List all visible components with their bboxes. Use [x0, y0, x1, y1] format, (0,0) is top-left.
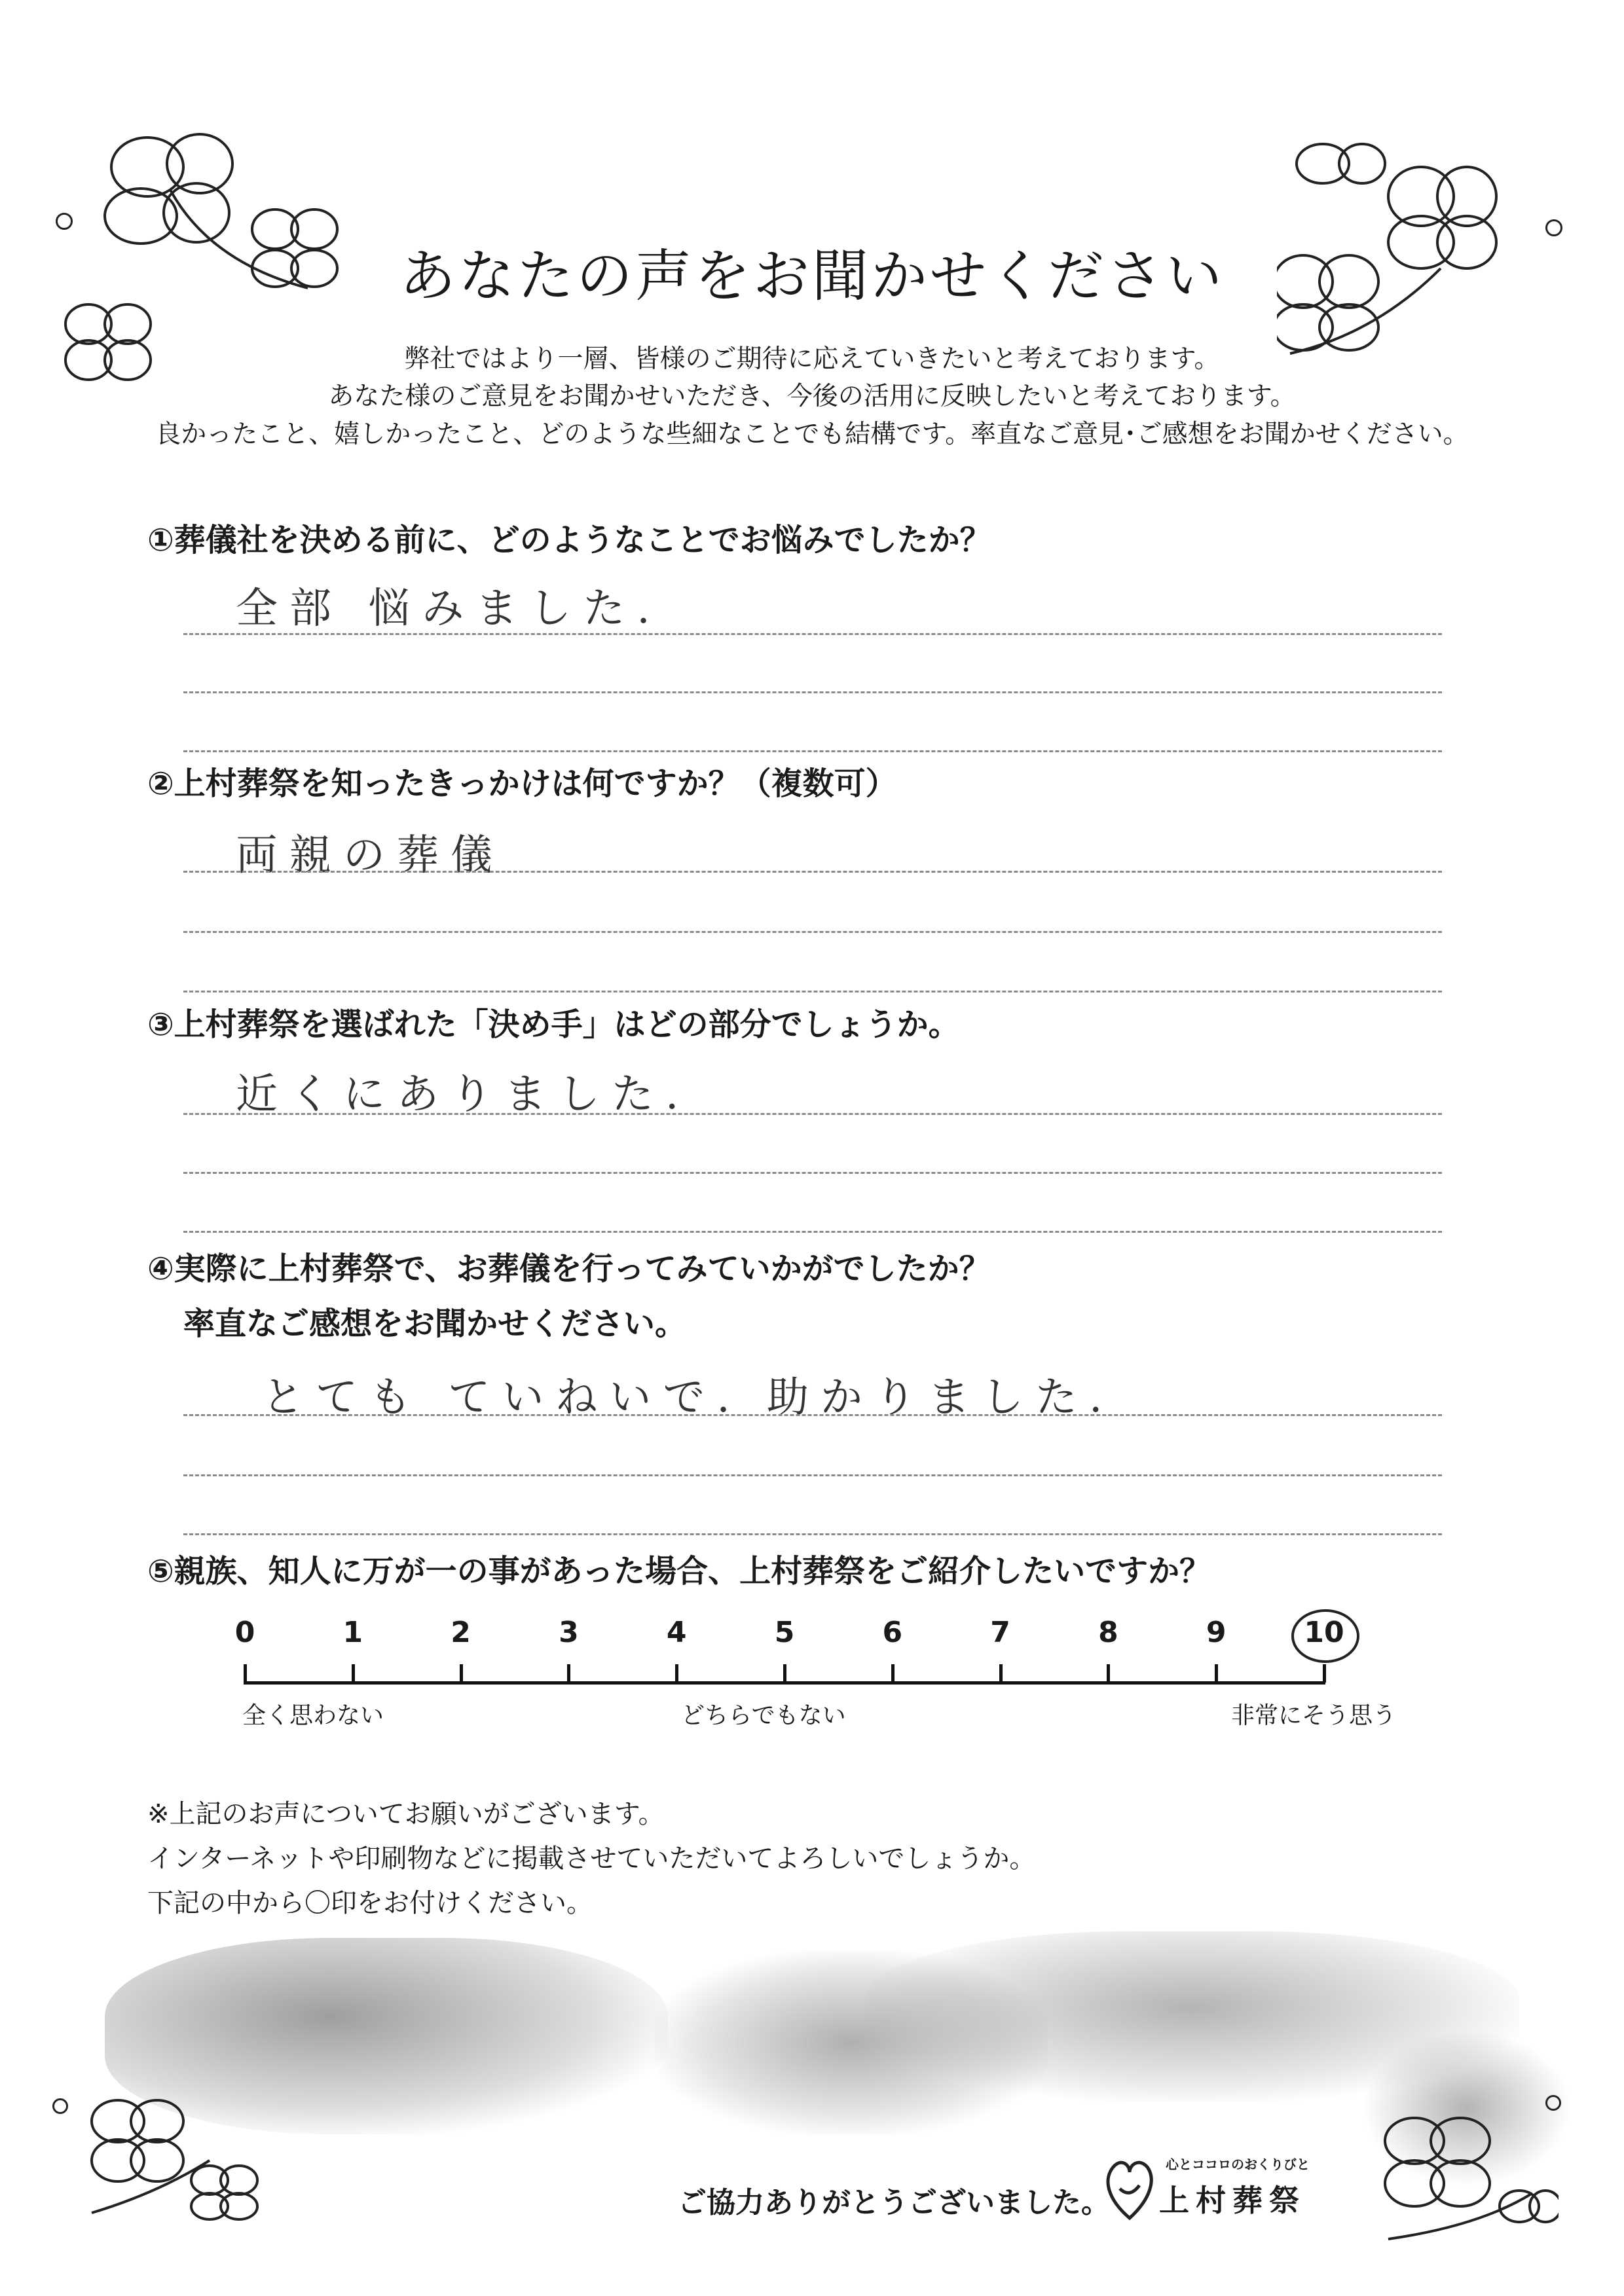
question-2-label: ②上村葬祭を知ったきっかけは何ですか？（複数可） [147, 765, 897, 802]
answer-line [183, 871, 1442, 873]
scale-tick [567, 1664, 570, 1683]
answer-line [183, 691, 1442, 693]
answer-line [183, 1474, 1442, 1476]
question-3-label: ③上村葬祭を選ばれた「決め手」はどの部分でしょうか。 [147, 1006, 960, 1043]
scale-tick-label-6[interactable]: 6 [882, 1616, 903, 1649]
scale-tick-label-4[interactable]: 4 [666, 1616, 687, 1649]
answer-line [183, 750, 1442, 752]
scale-caption-mid: どちらでもない [681, 1702, 846, 1729]
question-1-label: ①葬儀社を決める前に、どのようなことでお悩みでしたか？ [147, 522, 991, 558]
scale-tick-label-5[interactable]: 5 [774, 1616, 795, 1649]
footer-thanks: ご協力ありがとうございました。 [678, 2186, 1110, 2219]
note-line-1: ※上記のお声についてお願いがございます。 [147, 1799, 665, 1829]
scale-tick-label-8[interactable]: 8 [1098, 1616, 1118, 1649]
scale-tick-label-10[interactable]: 10 [1304, 1616, 1344, 1649]
answer-line [183, 1533, 1442, 1535]
answer-line [183, 931, 1442, 933]
scale-tick-label-3[interactable]: 3 [559, 1616, 579, 1649]
note-line-3: 下記の中から〇印をお付けください。 [147, 1888, 593, 1918]
question-1-answer[interactable]: 全部 悩みました. [236, 585, 662, 633]
intro-line-1: 弊社ではより一層、皆様のご期待に応えていきたいと考えております。 [404, 344, 1220, 374]
scale-tick [1107, 1664, 1110, 1683]
scale-tick [891, 1664, 895, 1683]
clover-icon [1362, 2095, 1559, 2246]
intro-line-3: 良かったこと、嬉しかったこと、どのような些細なことでも結構です。率直なご意見･ご感想をお聞かせください。 [155, 420, 1469, 449]
scale-tick-label-7[interactable]: 7 [990, 1616, 1010, 1649]
scale-tick [1215, 1664, 1218, 1683]
note-line-2: インターネットや印刷物などに掲載させていただいてよろしいでしょうか。 [147, 1844, 1036, 1874]
scale-tick-label-2[interactable]: 2 [451, 1616, 471, 1649]
question-4-answer[interactable]: とても ていねいで. 助かりました. [262, 1374, 1115, 1422]
logo-tagline: 心とココロのおくりびと [1166, 2157, 1310, 2172]
scale-tick [999, 1664, 1003, 1683]
scale-caption-low: 全く思わない [242, 1702, 384, 1729]
logo-name: 上村葬祭 [1159, 2183, 1306, 2218]
answer-line [183, 1231, 1442, 1233]
scale-tick [675, 1664, 678, 1683]
selected-rating-circle [1291, 1609, 1359, 1663]
scale-tick [460, 1664, 463, 1683]
circle-ornament [1545, 2095, 1561, 2111]
scale-tick-label-9[interactable]: 9 [1206, 1616, 1227, 1649]
question-4-sublabel: 率直なご感想をお聞かせください。 [183, 1305, 687, 1342]
question-5-label: ⑤親族、知人に万が一の事があった場合、上村葬祭をご紹介したいですか？ [147, 1553, 1211, 1590]
scale-tick [1323, 1664, 1326, 1683]
heart-logo-icon [1100, 2153, 1159, 2225]
scale-tick-label-1[interactable]: 1 [342, 1616, 363, 1649]
question-4-label: ④実際に上村葬祭で、お葬儀を行ってみていかがでしたか？ [147, 1250, 991, 1287]
scale-tick [244, 1664, 247, 1683]
circle-ornament [56, 213, 73, 230]
question-3-answer[interactable]: 近くにありました. [236, 1070, 691, 1119]
answer-line [183, 1113, 1442, 1115]
intro-line-2: あなた様のご意見をお聞かせいただき、今後の活用に反映したいと考えております。 [328, 382, 1296, 411]
scale-tick [352, 1664, 355, 1683]
scale-caption-high: 非常にそう思う [1231, 1702, 1397, 1729]
answer-line [183, 633, 1442, 635]
clover-icon [79, 2082, 275, 2226]
answer-line [183, 1414, 1442, 1416]
question-2-answer[interactable]: 両親の葬儀 [236, 831, 504, 880]
scale-tick-label-0[interactable]: 0 [234, 1616, 255, 1649]
scale-tick [783, 1664, 786, 1683]
page-title: あなたの声をお聞かせください [399, 244, 1225, 309]
answer-line [183, 991, 1442, 993]
circle-ornament [52, 2098, 68, 2114]
answer-line [183, 1172, 1442, 1174]
